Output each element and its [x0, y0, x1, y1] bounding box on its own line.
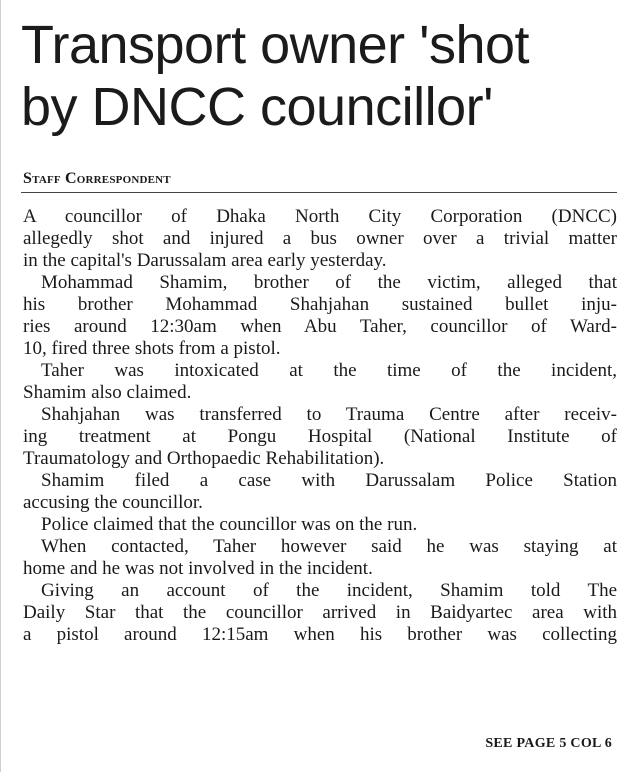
body-line: ries around 12:30am when Abu Taher, councillor of Ward- [23, 316, 617, 337]
body-line: allegedly shot and injured a bus owner over a trivial matter [23, 228, 617, 249]
headline-line-2: by DNCC councillor' [21, 77, 493, 137]
continuation-reference: SEE PAGE 5 COL 6 [485, 736, 612, 751]
body-line: 10, fired three shots from a pistol. [23, 338, 281, 359]
article-body [23, 206, 617, 646]
body-line: in the capital's Darussalam area early yesterday. [23, 250, 387, 271]
body-line: home and he was not involved in the incident. [23, 558, 373, 579]
body-line: a pistol around 12:15am when his brother was collecting [23, 624, 617, 645]
body-line: Taher was intoxicated at the time of the incident, [41, 360, 617, 381]
body-line: Shahjahan was transferred to Trauma Centre after receiv- [41, 404, 617, 425]
headline [21, 14, 621, 138]
body-line: A councillor of Dhaka North City Corporation (DNCC) [23, 206, 617, 227]
body-line: accusing the councillor. [23, 492, 203, 513]
byline-divider [21, 192, 617, 193]
byline: Staff Correspondent [23, 170, 171, 187]
body-line: Daily Star that the councillor arrived in Baidyartec area with [23, 602, 617, 623]
body-line: his brother Mohammad Shahjahan sustained bullet inju- [23, 294, 617, 315]
headline-line-1: Transport owner 'shot [21, 15, 530, 75]
body-line: Shamim also claimed. [23, 382, 192, 403]
body-line: Traumatology and Orthopaedic Rehabilitation). [23, 448, 385, 469]
body-line: ing treatment at Pongu Hospital (National Institute of [23, 426, 617, 447]
body-line: Giving an account of the incident, Shamim told The [41, 580, 617, 601]
body-line: When contacted, Taher however said he was staying at [41, 536, 617, 557]
body-line: Police claimed that the councillor was on the run. [41, 514, 418, 535]
body-line: Mohammad Shamim, brother of the victim, alleged that [41, 272, 617, 293]
body-line: Shamim filed a case with Darussalam Police Station [41, 470, 617, 491]
